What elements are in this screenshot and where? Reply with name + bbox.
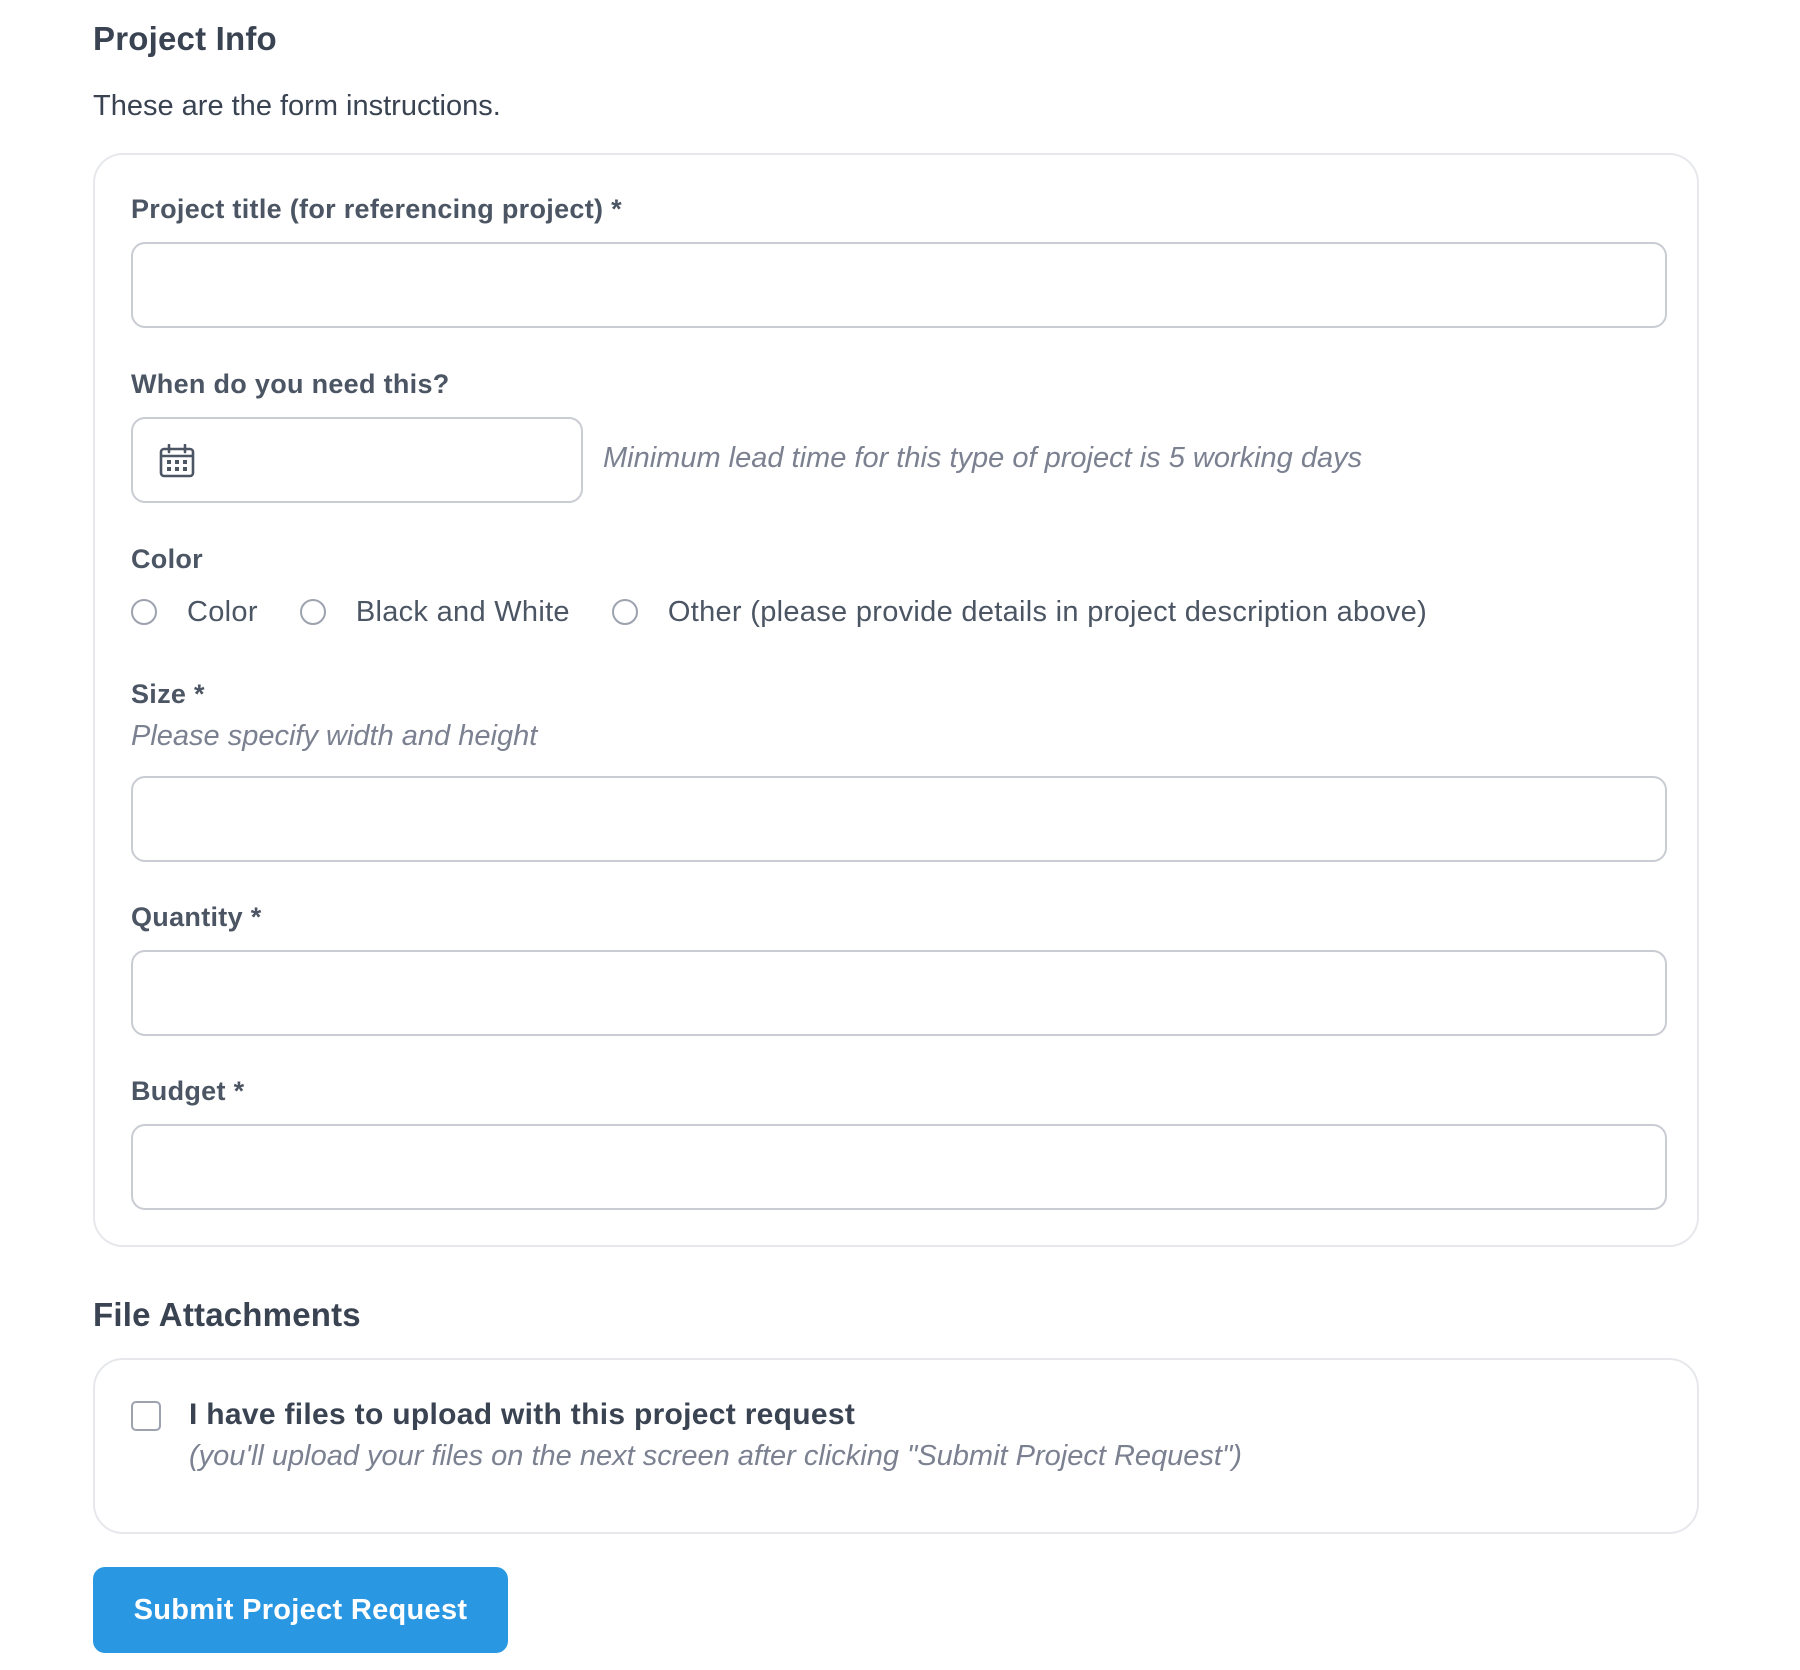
- quantity-input[interactable]: [131, 950, 1667, 1036]
- size-label: Size *: [131, 679, 205, 709]
- size-help-text: Please specify width and height: [131, 720, 538, 752]
- radio-option-black-and-white[interactable]: [300, 596, 570, 629]
- radio-label-color: Color: [187, 595, 258, 628]
- upload-files-checkbox[interactable]: [131, 1401, 161, 1431]
- needed-by-date-input[interactable]: [131, 417, 583, 503]
- radio-option-other[interactable]: [612, 596, 1427, 629]
- radio-button-color[interactable]: [131, 599, 157, 625]
- project-title-label: Project title (for referencing project) *: [131, 194, 622, 224]
- color-radio-group: [131, 592, 1469, 632]
- needed-by-label: When do you need this?: [131, 369, 450, 399]
- project-title-input[interactable]: [131, 242, 1667, 328]
- radio-option-color[interactable]: [131, 596, 258, 629]
- file-attachments-heading: File Attachments: [93, 1296, 361, 1333]
- color-label: Color: [131, 544, 203, 574]
- upload-files-label[interactable]: I have files to upload with this project request: [189, 1398, 856, 1431]
- size-input[interactable]: [131, 776, 1667, 862]
- radio-button-other[interactable]: [612, 599, 638, 625]
- form-instructions: These are the form instructions.: [93, 90, 501, 122]
- lead-time-hint: Minimum lead time for this type of project is 5 working days: [603, 442, 1363, 474]
- calendar-icon: [159, 444, 195, 478]
- radio-button-black-and-white[interactable]: [300, 599, 326, 625]
- quantity-label: Quantity *: [131, 902, 262, 932]
- submit-project-request-button[interactable]: Submit Project Request: [93, 1567, 508, 1653]
- project-info-card: [93, 153, 1699, 1247]
- budget-label: Budget *: [131, 1076, 245, 1106]
- budget-input[interactable]: [131, 1124, 1667, 1210]
- project-info-heading: Project Info: [93, 20, 277, 57]
- file-attachments-card: [93, 1358, 1699, 1534]
- upload-files-help-text: (you'll upload your files on the next screen after clicking "Submit Project Request"): [189, 1440, 1242, 1472]
- radio-label-black-and-white: Black and White: [355, 595, 570, 628]
- radio-label-other: Other (please provide details in project description above): [667, 595, 1428, 628]
